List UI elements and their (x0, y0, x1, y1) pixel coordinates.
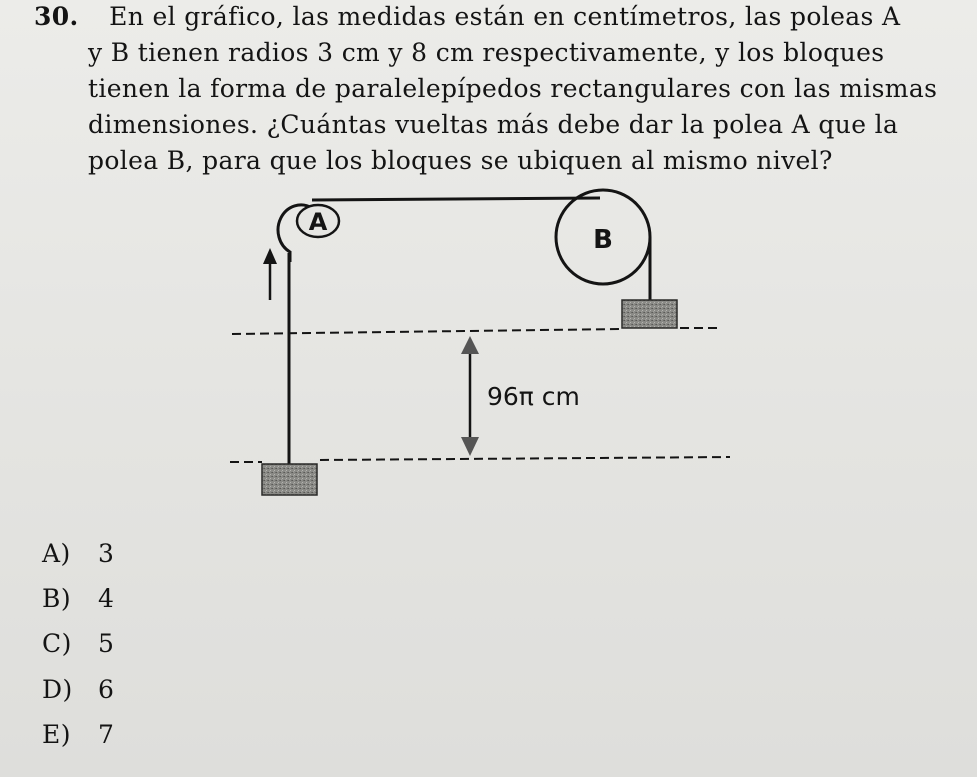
option-d-value: 6 (98, 675, 115, 704)
option-b[interactable] (42, 584, 114, 614)
option-e-letter: E) (42, 720, 72, 749)
question-number: 30. (34, 2, 79, 31)
option-b-value: 4 (98, 584, 115, 613)
left-block (262, 464, 317, 495)
option-d-letter: D) (42, 675, 73, 704)
option-e-value: 7 (98, 720, 115, 749)
option-c-letter: C) (42, 629, 72, 658)
option-c[interactable] (42, 629, 114, 659)
dimension-arrow-down-icon (461, 437, 479, 456)
question-text-1: En el gráfico, las medidas están en centímetros, las poleas A (109, 2, 901, 31)
option-a[interactable] (42, 539, 114, 569)
question-line-5: polea B, para que los bloques se ubiquen al mismo nivel? (88, 146, 833, 175)
lower-dashed-line (320, 457, 730, 460)
option-b-letter: B) (42, 584, 72, 613)
option-d[interactable] (42, 675, 114, 705)
option-a-letter: A) (42, 539, 71, 568)
question-line-2: y B tienen radios 3 cm y 8 cm respectivamente, y los bloques (88, 38, 885, 67)
option-e[interactable] (42, 720, 114, 750)
up-arrow-icon (263, 248, 277, 264)
distance-label: 96π cm (487, 382, 580, 411)
right-block (622, 300, 677, 328)
pulley-b-label: B (593, 225, 613, 255)
option-a-value: 3 (98, 539, 115, 568)
question-line-3: tienen la forma de paralelepípedos rectangulares con las mismas (88, 74, 938, 103)
option-c-value: 5 (98, 629, 115, 658)
top-rope (312, 198, 600, 200)
question-line-4: dimensiones. ¿Cuántas vueltas más debe dar la polea A que la (88, 110, 899, 139)
dimension-arrow-up-icon (461, 336, 479, 354)
pulley-a-label: A (308, 208, 328, 236)
